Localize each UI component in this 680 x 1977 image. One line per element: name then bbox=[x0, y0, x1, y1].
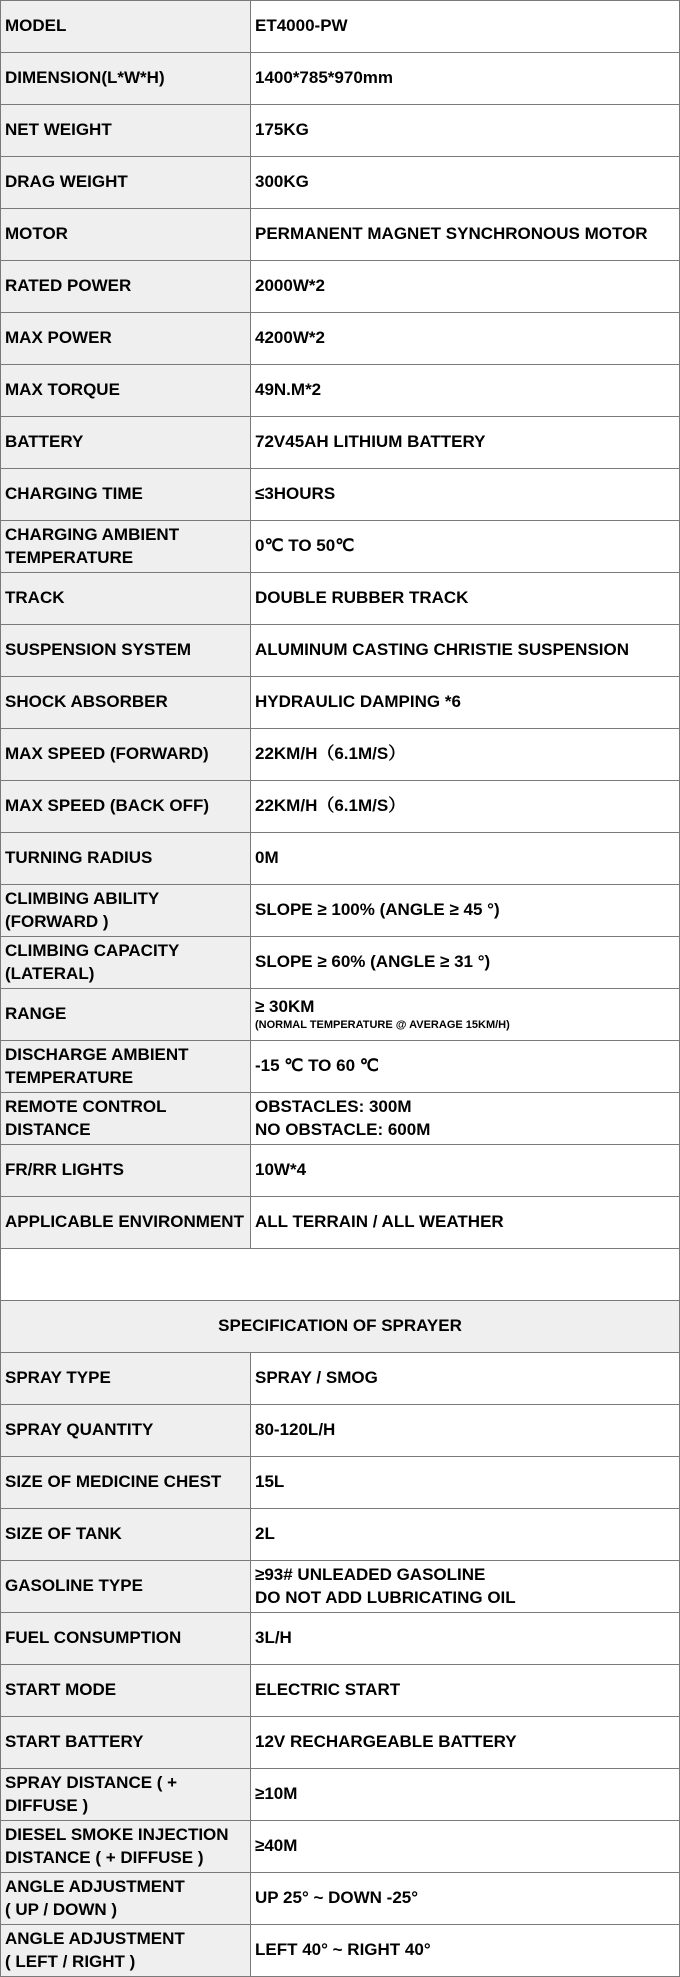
spec-value-line: 10W*4 bbox=[255, 1160, 307, 1180]
spec-value-line: SLOPE ≥ 60% (ANGLE ≥ 31 °) bbox=[255, 952, 491, 972]
spec-row bbox=[1, 1561, 680, 1613]
spec-label bbox=[1, 573, 251, 625]
spec-label-line: START BATTERY bbox=[5, 1732, 144, 1752]
spec-value-line: 2000W*2 bbox=[255, 276, 325, 296]
spec-label bbox=[1, 157, 251, 209]
spec-label-line: TEMPERATURE bbox=[5, 547, 134, 567]
spec-label-line: GASOLINE TYPE bbox=[5, 1576, 143, 1596]
spec-value bbox=[251, 1821, 680, 1873]
spec-value bbox=[251, 989, 680, 1041]
spec-label-line: SPRAY QUANTITY bbox=[5, 1420, 154, 1440]
spec-row bbox=[1, 1665, 680, 1717]
spec-label bbox=[1, 1457, 251, 1509]
spec-label bbox=[1, 1925, 251, 1977]
spec-label-line: START MODE bbox=[5, 1680, 117, 1700]
spec-value bbox=[251, 677, 680, 729]
spec-label bbox=[1, 469, 251, 521]
spec-label bbox=[1, 1873, 251, 1925]
spec-label-line: ANGLE ADJUSTMENT bbox=[5, 1929, 185, 1949]
spec-value bbox=[251, 1873, 680, 1925]
spec-label bbox=[1, 1, 251, 53]
spec-row bbox=[1, 1197, 680, 1249]
spec-label bbox=[1, 781, 251, 833]
spec-label-line: DIMENSION(L*W*H) bbox=[5, 68, 165, 88]
spec-value bbox=[251, 365, 680, 417]
spec-label bbox=[1, 105, 251, 157]
spec-row bbox=[1, 989, 680, 1041]
spec-row bbox=[1, 1353, 680, 1405]
spec-label-line: TURNING RADIUS bbox=[5, 848, 153, 868]
spec-label-line: SHOCK ABSORBER bbox=[5, 692, 168, 712]
spec-row bbox=[1, 937, 680, 989]
spec-value bbox=[251, 261, 680, 313]
spec-label-line: MAX SPEED (FORWARD) bbox=[5, 744, 209, 764]
spec-value bbox=[251, 1, 680, 53]
main-specs bbox=[1, 1, 680, 1249]
spec-value bbox=[251, 937, 680, 989]
spec-value bbox=[251, 1041, 680, 1093]
spec-label-line: DISCHARGE AMBIENT bbox=[5, 1045, 189, 1065]
spec-label-line: MOTOR bbox=[5, 224, 68, 244]
spec-value-line: 22KM/H（6.1M/S） bbox=[255, 796, 406, 816]
spec-row bbox=[1, 261, 680, 313]
spec-value bbox=[251, 1353, 680, 1405]
spec-value-line: PERMANENT MAGNET SYNCHRONOUS MOTOR bbox=[255, 224, 648, 244]
spec-value-line: ≥40M bbox=[255, 1836, 298, 1856]
spec-label bbox=[1, 1769, 251, 1821]
spec-value bbox=[251, 1509, 680, 1561]
spec-label bbox=[1, 1145, 251, 1197]
spec-label-line: CLIMBING CAPACITY bbox=[5, 941, 180, 961]
sprayer-title-row bbox=[1, 1301, 680, 1353]
spec-label-line: CHARGING AMBIENT bbox=[5, 525, 180, 545]
spec-row bbox=[1, 573, 680, 625]
spec-label-line: RATED POWER bbox=[5, 276, 132, 296]
spec-row bbox=[1, 781, 680, 833]
spec-value-line: LEFT 40° ~ RIGHT 40° bbox=[255, 1940, 431, 1960]
spec-value-line: ≤3HOURS bbox=[255, 484, 336, 504]
spec-value bbox=[251, 1093, 680, 1145]
sprayer-section-title: SPECIFICATION OF SPRAYER bbox=[1, 1301, 680, 1353]
spec-label bbox=[1, 1509, 251, 1561]
spec-value bbox=[251, 1717, 680, 1769]
spec-label bbox=[1, 1197, 251, 1249]
spec-row bbox=[1, 625, 680, 677]
spec-value-line: OBSTACLES: 300M bbox=[255, 1097, 412, 1117]
spec-label bbox=[1, 417, 251, 469]
spec-label-line: DRAG WEIGHT bbox=[5, 172, 128, 192]
spec-row bbox=[1, 1457, 680, 1509]
spec-value-line: 3L/H bbox=[255, 1628, 292, 1648]
spec-value bbox=[251, 885, 680, 937]
spec-label-line: DISTANCE ( + DIFFUSE ) bbox=[5, 1847, 204, 1867]
spec-value bbox=[251, 1561, 680, 1613]
spec-value-line: ET4000-PW bbox=[255, 16, 348, 36]
spec-value-line: ≥10M bbox=[255, 1784, 298, 1804]
spec-value bbox=[251, 1145, 680, 1197]
spec-value-line: DOUBLE RUBBER TRACK bbox=[255, 588, 469, 608]
spec-value-line: 12V RECHARGEABLE BATTERY bbox=[255, 1732, 517, 1752]
spec-value bbox=[251, 417, 680, 469]
spec-label-line: ( LEFT / RIGHT ) bbox=[5, 1951, 136, 1971]
spec-label-line: MAX TORQUE bbox=[5, 380, 120, 400]
spec-value bbox=[251, 1665, 680, 1717]
spec-label-line: SPRAY TYPE bbox=[5, 1368, 111, 1388]
spec-label-line: CHARGING TIME bbox=[5, 484, 143, 504]
spec-label bbox=[1, 1613, 251, 1665]
spec-value-line: UP 25° ~ DOWN -25° bbox=[255, 1888, 419, 1908]
spec-label-line: MODEL bbox=[5, 16, 67, 36]
spec-label-line: ( UP / DOWN ) bbox=[5, 1899, 118, 1919]
spec-label-line: SIZE OF TANK bbox=[5, 1524, 122, 1544]
spec-value-line: HYDRAULIC DAMPING *6 bbox=[255, 692, 461, 712]
spec-label bbox=[1, 1405, 251, 1457]
spec-value-line: 1400*785*970mm bbox=[255, 68, 394, 88]
spec-value bbox=[251, 1405, 680, 1457]
spec-label bbox=[1, 1353, 251, 1405]
spec-label bbox=[1, 313, 251, 365]
spec-value bbox=[251, 1613, 680, 1665]
spec-value-line: 2L bbox=[255, 1524, 275, 1544]
spec-label-line: RANGE bbox=[5, 1004, 67, 1024]
spec-label-line: SIZE OF MEDICINE CHEST bbox=[5, 1472, 222, 1492]
spec-row bbox=[1, 365, 680, 417]
spec-value-line: 80-120L/H bbox=[255, 1420, 336, 1440]
spec-value bbox=[251, 1925, 680, 1977]
spec-value bbox=[251, 157, 680, 209]
spec-row bbox=[1, 677, 680, 729]
spec-label bbox=[1, 53, 251, 105]
spec-value-line: SPRAY / SMOG bbox=[255, 1368, 378, 1388]
spec-value bbox=[251, 521, 680, 573]
spec-value-line: 4200W*2 bbox=[255, 328, 325, 348]
spec-value-line: DO NOT ADD LUBRICATING OIL bbox=[255, 1587, 516, 1607]
spec-value bbox=[251, 833, 680, 885]
spec-label-line: APPLICABLE ENVIRONMENT bbox=[5, 1212, 244, 1232]
sprayer-section-divider bbox=[1, 1249, 680, 1353]
spec-row bbox=[1, 1093, 680, 1145]
spec-label bbox=[1, 209, 251, 261]
spec-value bbox=[251, 313, 680, 365]
sprayer-specs bbox=[1, 1353, 680, 1977]
spec-label bbox=[1, 625, 251, 677]
spec-value-line: ≥93# UNLEADED GASOLINE bbox=[255, 1565, 486, 1585]
spec-row bbox=[1, 1717, 680, 1769]
spec-label-line: DIFFUSE ) bbox=[5, 1795, 89, 1815]
spec-row bbox=[1, 1821, 680, 1873]
spec-label-line: FR/RR LIGHTS bbox=[5, 1160, 124, 1180]
spec-row bbox=[1, 833, 680, 885]
spec-row bbox=[1, 417, 680, 469]
spec-value bbox=[251, 209, 680, 261]
spec-row bbox=[1, 1, 680, 53]
spec-label-line: MAX POWER bbox=[5, 328, 112, 348]
spec-value bbox=[251, 729, 680, 781]
spec-value bbox=[251, 1457, 680, 1509]
spec-value-line: ≥ 30KM bbox=[255, 997, 315, 1017]
spec-row bbox=[1, 729, 680, 781]
spec-row bbox=[1, 1405, 680, 1457]
spec-label-line: TRACK bbox=[5, 588, 65, 608]
spec-row bbox=[1, 885, 680, 937]
spec-label bbox=[1, 365, 251, 417]
spec-row bbox=[1, 1145, 680, 1197]
spec-value bbox=[251, 1769, 680, 1821]
spec-row bbox=[1, 521, 680, 573]
spec-row bbox=[1, 105, 680, 157]
spec-label bbox=[1, 833, 251, 885]
spec-value-line: ALL TERRAIN / ALL WEATHER bbox=[255, 1212, 504, 1232]
spec-label-line: DIESEL SMOKE INJECTION bbox=[5, 1825, 229, 1845]
spec-value-line: 300KG bbox=[255, 172, 309, 192]
spec-label-line: FUEL CONSUMPTION bbox=[5, 1628, 182, 1648]
spec-label bbox=[1, 1665, 251, 1717]
spec-label bbox=[1, 677, 251, 729]
spec-label-line: SUSPENSION SYSTEM bbox=[5, 640, 192, 660]
spec-label-line: SPRAY DISTANCE ( + bbox=[5, 1773, 178, 1793]
spec-label bbox=[1, 1717, 251, 1769]
spec-label bbox=[1, 521, 251, 573]
spec-label bbox=[1, 1821, 251, 1873]
spec-row bbox=[1, 469, 680, 521]
spec-value bbox=[251, 573, 680, 625]
spec-row bbox=[1, 1873, 680, 1925]
spec-value bbox=[251, 469, 680, 521]
spec-row bbox=[1, 157, 680, 209]
spec-value-line: 72V45AH LITHIUM BATTERY bbox=[255, 432, 486, 452]
spec-value-line: 0M bbox=[255, 848, 279, 868]
spec-value-line: NO OBSTACLE: 600M bbox=[255, 1119, 431, 1139]
spec-value bbox=[251, 781, 680, 833]
spec-row bbox=[1, 1041, 680, 1093]
spec-label bbox=[1, 1041, 251, 1093]
spec-value-line: 175KG bbox=[255, 120, 309, 140]
spec-label-line: MAX SPEED (BACK OFF) bbox=[5, 796, 209, 816]
spec-row bbox=[1, 1509, 680, 1561]
spec-value bbox=[251, 53, 680, 105]
spec-label-line: BATTERY bbox=[5, 432, 84, 452]
spec-row bbox=[1, 1769, 680, 1821]
spec-label bbox=[1, 1093, 251, 1145]
spec-label-line: DISTANCE bbox=[5, 1119, 91, 1139]
spec-value-line: 49N.M*2 bbox=[255, 380, 322, 400]
spec-label-line: CLIMBING ABILITY bbox=[5, 889, 160, 909]
spec-value-line: 15L bbox=[255, 1472, 285, 1492]
spec-label bbox=[1, 937, 251, 989]
spec-label-line: NET WEIGHT bbox=[5, 120, 112, 140]
spec-row bbox=[1, 1613, 680, 1665]
spec-value-line: ALUMINUM CASTING CHRISTIE SUSPENSION bbox=[255, 640, 630, 660]
spec-value-line: -15 ℃ TO 60 ℃ bbox=[255, 1056, 379, 1076]
spec-label bbox=[1, 989, 251, 1041]
spec-value bbox=[251, 1197, 680, 1249]
spec-label bbox=[1, 1561, 251, 1613]
spec-row bbox=[1, 53, 680, 105]
spec-value-line: 22KM/H（6.1M/S） bbox=[255, 744, 406, 764]
spec-row bbox=[1, 209, 680, 261]
spec-value bbox=[251, 625, 680, 677]
spec-label bbox=[1, 729, 251, 781]
spec-label-line: TEMPERATURE bbox=[5, 1067, 134, 1087]
spec-label-line: (LATERAL) bbox=[5, 963, 95, 983]
spec-row bbox=[1, 313, 680, 365]
spec-value bbox=[251, 105, 680, 157]
spec-label-line: ANGLE ADJUSTMENT bbox=[5, 1877, 185, 1897]
spec-label bbox=[1, 261, 251, 313]
spec-value-line: SLOPE ≥ 100% (ANGLE ≥ 45 °) bbox=[255, 900, 500, 920]
spec-value-line: ELECTRIC START bbox=[255, 1680, 401, 1700]
spec-value-note: (NORMAL TEMPERATURE @ AVERAGE 15KM/H) bbox=[255, 1019, 510, 1032]
spec-label bbox=[1, 885, 251, 937]
spec-label-line: (FORWARD ) bbox=[5, 911, 109, 931]
spec-value-line: 0℃ TO 50℃ bbox=[255, 536, 355, 556]
section-separator bbox=[1, 1249, 680, 1301]
spec-label-line: REMOTE CONTROL bbox=[5, 1097, 167, 1117]
spec-row bbox=[1, 1925, 680, 1977]
